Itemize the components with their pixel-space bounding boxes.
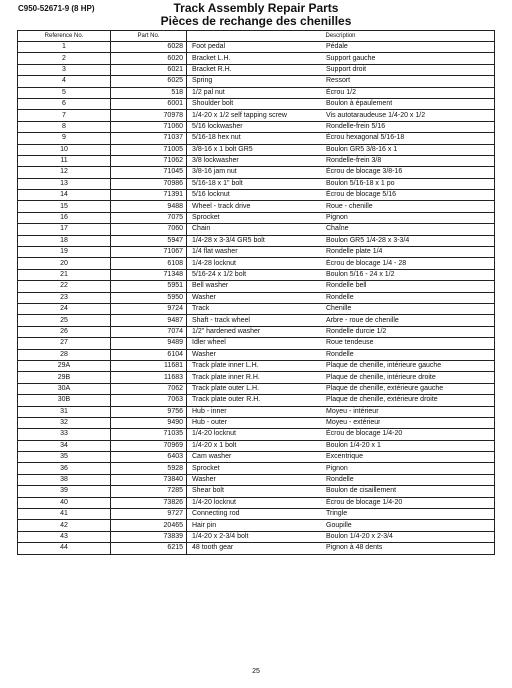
part-number-cell: 73826 xyxy=(111,497,187,508)
description-french: Support gauche xyxy=(326,54,376,62)
part-number-cell: 5951 xyxy=(111,281,187,292)
table-row xyxy=(18,520,495,531)
page-title-french: Pièces de rechange des chenilles xyxy=(160,14,352,28)
description-english: Bracket L.H. xyxy=(192,54,231,62)
table-row xyxy=(18,531,495,542)
part-number-cell: 11681 xyxy=(111,360,187,371)
description-english: 1/4 flat washer xyxy=(192,248,238,256)
description-cell xyxy=(187,452,495,463)
description-english: Hair pin xyxy=(192,521,217,529)
description-english: Foot pedal xyxy=(192,43,226,51)
reference-number-cell: 2 xyxy=(18,53,111,64)
reference-number-cell: 40 xyxy=(18,497,111,508)
description-cell xyxy=(187,258,495,269)
reference-number-cell: 8 xyxy=(18,121,111,132)
parts-table-body xyxy=(18,42,495,555)
description-french: Tringle xyxy=(326,510,348,518)
description-french: Boulon à épaulement xyxy=(326,100,393,108)
description-english: 1/4-28 locknut xyxy=(192,259,236,267)
part-number-cell: 7075 xyxy=(111,212,187,223)
reference-number-cell: 41 xyxy=(18,509,111,520)
model-number: C950-52671-9 (8 HP) xyxy=(18,4,95,13)
table-row xyxy=(18,349,495,360)
table-row xyxy=(18,190,495,201)
description-cell xyxy=(187,372,495,383)
part-number-cell: 9756 xyxy=(111,406,187,417)
part-number-cell: 9487 xyxy=(111,315,187,326)
reference-number-cell: 36 xyxy=(18,463,111,474)
description-cell xyxy=(187,440,495,451)
description-cell xyxy=(187,247,495,258)
description-french: Boulon GR5 3/8-16 x 1 xyxy=(326,145,398,153)
part-number-cell: 71062 xyxy=(111,155,187,166)
description-english: 1/4-20 locknut xyxy=(192,498,236,506)
description-english: 1/4-20 x 2-3/4 bolt xyxy=(192,532,249,540)
part-number-cell: 71035 xyxy=(111,429,187,440)
table-row xyxy=(18,338,495,349)
description-english: 5/16 lockwasher xyxy=(192,122,243,130)
reference-number-cell: 13 xyxy=(18,178,111,189)
table-row xyxy=(18,360,495,371)
description-cell xyxy=(187,543,495,554)
description-french: Chaîne xyxy=(326,225,349,233)
part-number-cell: 6215 xyxy=(111,543,187,554)
reference-number-cell: 30B xyxy=(18,395,111,406)
description-cell xyxy=(187,531,495,542)
reference-number-cell: 7 xyxy=(18,110,111,121)
description-english: Washer xyxy=(192,476,216,484)
reference-number-cell: 35 xyxy=(18,452,111,463)
description-english: Cam washer xyxy=(192,453,232,461)
reference-number-cell: 28 xyxy=(18,349,111,360)
description-french: Rondelle bell xyxy=(326,282,367,290)
description-cell xyxy=(187,429,495,440)
description-english: 5/16-18 x 1" bolt xyxy=(192,179,243,187)
description-french: Pignon à 48 dents xyxy=(326,544,383,552)
description-cell xyxy=(187,224,495,235)
description-english: 1/4-28 x 3-3/4 GR5 bolt xyxy=(192,236,265,244)
part-number-cell: 71037 xyxy=(111,133,187,144)
description-cell xyxy=(187,281,495,292)
part-number-cell: 9490 xyxy=(111,417,187,428)
description-french: Rondelle durcie 1/2 xyxy=(326,327,387,335)
part-number-cell: 7074 xyxy=(111,326,187,337)
table-row xyxy=(18,395,495,406)
reference-number-cell: 14 xyxy=(18,190,111,201)
description-english: 5/16-18 hex nut xyxy=(192,134,241,142)
reference-number-cell: 24 xyxy=(18,303,111,314)
description-english: Track plate outer L.H. xyxy=(192,384,260,392)
table-row xyxy=(18,110,495,121)
table-row xyxy=(18,258,495,269)
reference-number-cell: 18 xyxy=(18,235,111,246)
reference-number-cell: 30A xyxy=(18,383,111,394)
part-number-cell: 9724 xyxy=(111,303,187,314)
reference-number-cell: 10 xyxy=(18,144,111,155)
description-cell xyxy=(187,201,495,212)
part-number-cell: 6403 xyxy=(111,452,187,463)
table-row xyxy=(18,452,495,463)
description-cell xyxy=(187,155,495,166)
description-french: Goupille xyxy=(326,521,352,529)
description-english: Track plate outer R.H. xyxy=(192,396,261,404)
reference-number-cell: 27 xyxy=(18,338,111,349)
column-header-part-number: Part No. xyxy=(111,31,187,42)
description-english: Shear bolt xyxy=(192,487,224,495)
description-french: Roue - chenille xyxy=(326,202,373,210)
part-number-cell: 5928 xyxy=(111,463,187,474)
description-english: Connecting rod xyxy=(192,510,240,518)
description-english: 1/4-20 locknut xyxy=(192,430,236,438)
description-french: Ressort xyxy=(326,77,351,85)
description-english: 48 tooth gear xyxy=(192,544,234,552)
description-french: Support droit xyxy=(326,65,367,73)
part-number-cell: 6020 xyxy=(111,53,187,64)
description-cell xyxy=(187,121,495,132)
description-cell xyxy=(187,497,495,508)
description-english: Washer xyxy=(192,293,216,301)
table-row xyxy=(18,235,495,246)
table-row xyxy=(18,292,495,303)
description-cell xyxy=(187,53,495,64)
description-cell xyxy=(187,417,495,428)
reference-number-cell: 23 xyxy=(18,292,111,303)
description-cell xyxy=(187,509,495,520)
description-french: Rondelle-frein 5/16 xyxy=(326,122,386,130)
table-row xyxy=(18,486,495,497)
table-row xyxy=(18,497,495,508)
description-cell xyxy=(187,406,495,417)
table-row xyxy=(18,383,495,394)
part-number-cell: 70969 xyxy=(111,440,187,451)
reference-number-cell: 43 xyxy=(18,531,111,542)
description-french: Rondelle plate 1/4 xyxy=(326,248,383,256)
description-cell xyxy=(187,349,495,360)
description-english: 1/4-20 x 1 bolt xyxy=(192,441,237,449)
description-cell xyxy=(187,486,495,497)
table-row xyxy=(18,42,495,53)
table-row xyxy=(18,463,495,474)
description-english: Wheel - track drive xyxy=(192,202,251,210)
description-french: Pédale xyxy=(326,43,348,51)
table-row xyxy=(18,178,495,189)
table-row xyxy=(18,167,495,178)
reference-number-cell: 12 xyxy=(18,167,111,178)
description-french: Rondelle xyxy=(326,293,354,301)
description-french: Écrou de blocage 5/16 xyxy=(326,191,397,199)
reference-number-cell: 9 xyxy=(18,133,111,144)
description-cell xyxy=(187,292,495,303)
reference-number-cell: 11 xyxy=(18,155,111,166)
reference-number-cell: 38 xyxy=(18,474,111,485)
table-row xyxy=(18,212,495,223)
reference-number-cell: 25 xyxy=(18,315,111,326)
description-cell xyxy=(187,212,495,223)
description-cell xyxy=(187,133,495,144)
part-number-cell: 7062 xyxy=(111,383,187,394)
part-number-cell: 7063 xyxy=(111,395,187,406)
description-english: 3/8-16 x 1 bolt GR5 xyxy=(192,145,253,153)
description-english: 1/2 pal nut xyxy=(192,88,225,96)
description-french: Vis autotaraudeuse 1/4-20 x 1/2 xyxy=(326,111,426,119)
page-number: 25 xyxy=(252,668,260,675)
reference-number-cell: 33 xyxy=(18,429,111,440)
description-cell xyxy=(187,463,495,474)
table-row xyxy=(18,372,495,383)
reference-number-cell: 44 xyxy=(18,543,111,554)
description-cell xyxy=(187,474,495,485)
part-number-cell: 6108 xyxy=(111,258,187,269)
description-cell xyxy=(187,144,495,155)
description-cell xyxy=(187,76,495,87)
part-number-cell: 71005 xyxy=(111,144,187,155)
description-cell xyxy=(187,269,495,280)
reference-number-cell: 20 xyxy=(18,258,111,269)
part-number-cell: 71348 xyxy=(111,269,187,280)
table-row xyxy=(18,201,495,212)
description-english: Track plate inner R.H. xyxy=(192,373,260,381)
description-cell xyxy=(187,178,495,189)
description-cell xyxy=(187,98,495,109)
reference-number-cell: 16 xyxy=(18,212,111,223)
description-french: Écrou 1/2 xyxy=(326,88,356,96)
description-french: Boulon 5/16-18 x 1 po xyxy=(326,179,395,187)
table-row xyxy=(18,155,495,166)
reference-number-cell: 15 xyxy=(18,201,111,212)
part-number-cell: 6104 xyxy=(111,349,187,360)
part-number-cell: 5950 xyxy=(111,292,187,303)
description-english: Idler wheel xyxy=(192,339,226,347)
reference-number-cell: 1 xyxy=(18,42,111,53)
description-cell xyxy=(187,338,495,349)
part-number-cell: 73840 xyxy=(111,474,187,485)
description-cell xyxy=(187,303,495,314)
description-french: Boulon 1/4-20 x 2-3/4 xyxy=(326,532,393,540)
description-cell xyxy=(187,190,495,201)
description-french: Plaque de chenille, intérieure droite xyxy=(326,373,436,381)
part-number-cell: 6021 xyxy=(111,64,187,75)
description-french: Boulon 5/16 - 24 x 1/2 xyxy=(326,271,395,278)
part-number-cell: 73839 xyxy=(111,531,187,542)
description-french: Pignon xyxy=(326,214,348,222)
description-english: Sprocket xyxy=(192,464,220,472)
part-number-cell: 71391 xyxy=(111,190,187,201)
table-row xyxy=(18,303,495,314)
part-number-cell: 9727 xyxy=(111,509,187,520)
description-cell xyxy=(187,315,495,326)
description-french: Écrou de blocage 1/4-20 xyxy=(326,430,403,438)
description-english: 1/2" hardened washer xyxy=(192,327,261,335)
description-french: Boulon 1/4-20 x 1 xyxy=(326,441,381,449)
part-number-cell: 518 xyxy=(111,87,187,98)
description-english: 5/16-24 x 1/2 bolt xyxy=(192,271,247,278)
description-french: Rondelle-frein 3/8 xyxy=(326,157,382,165)
description-french: Écrou de blocage 1/4 - 28 xyxy=(326,259,407,267)
description-english: Bell washer xyxy=(192,282,229,290)
description-cell xyxy=(187,383,495,394)
reference-number-cell: 26 xyxy=(18,326,111,337)
description-french: Moyeu - extérieur xyxy=(326,419,381,427)
table-row xyxy=(18,144,495,155)
table-row xyxy=(18,87,495,98)
reference-number-cell: 29B xyxy=(18,372,111,383)
description-french: Moyeu - intérieur xyxy=(326,407,379,415)
table-row xyxy=(18,121,495,132)
description-cell xyxy=(187,395,495,406)
column-header-description: Description xyxy=(187,31,495,42)
description-english: 3/8 lockwasher xyxy=(192,157,239,165)
description-french: Roue tendeuse xyxy=(326,339,374,347)
description-french: Pignon xyxy=(326,464,348,472)
table-row xyxy=(18,247,495,258)
part-number-cell: 9488 xyxy=(111,201,187,212)
part-number-cell: 71045 xyxy=(111,167,187,178)
description-english: 1/4-20 x 1/2 self tapping screw xyxy=(192,111,287,119)
description-french: Écrou de blocage 1/4-20 xyxy=(326,498,403,506)
reference-number-cell: 22 xyxy=(18,281,111,292)
description-cell xyxy=(187,64,495,75)
description-french: Chenille xyxy=(326,305,352,313)
description-english: Sprocket xyxy=(192,214,220,222)
part-number-cell: 6001 xyxy=(111,98,187,109)
reference-number-cell: 42 xyxy=(18,520,111,531)
part-number-cell: 70978 xyxy=(111,110,187,121)
description-english: Bracket R.H. xyxy=(192,65,232,73)
reference-number-cell: 34 xyxy=(18,440,111,451)
description-french: Excentrique xyxy=(326,453,363,461)
description-cell xyxy=(187,520,495,531)
reference-number-cell: 29A xyxy=(18,360,111,371)
description-french: Écrou de blocage 3/8-16 xyxy=(326,168,403,176)
description-cell xyxy=(187,235,495,246)
description-french: Plaque de chenille, intérieure gauche xyxy=(326,362,442,370)
column-header-reference: Reference No. xyxy=(18,31,111,42)
description-english: Shoulder bolt xyxy=(192,100,234,108)
description-french: Plaque de chenille, extérieure droite xyxy=(326,396,438,404)
table-row xyxy=(18,326,495,337)
table-row xyxy=(18,429,495,440)
part-number-cell: 71067 xyxy=(111,247,187,258)
table-row xyxy=(18,543,495,554)
reference-number-cell: 17 xyxy=(18,224,111,235)
reference-number-cell: 21 xyxy=(18,269,111,280)
description-english: Chain xyxy=(192,225,211,233)
description-english: Hub - inner xyxy=(192,407,227,415)
table-row xyxy=(18,269,495,280)
description-english: Track plate inner L.H. xyxy=(192,362,259,370)
part-number-cell: 5947 xyxy=(111,235,187,246)
table-row xyxy=(18,64,495,75)
reference-number-cell: 32 xyxy=(18,417,111,428)
description-english: Spring xyxy=(192,77,213,85)
reference-number-cell: 19 xyxy=(18,247,111,258)
part-number-cell: 7060 xyxy=(111,224,187,235)
part-number-cell: 70986 xyxy=(111,178,187,189)
part-number-cell: 6025 xyxy=(111,76,187,87)
description-cell xyxy=(187,167,495,178)
part-number-cell: 20465 xyxy=(111,520,187,531)
table-row xyxy=(18,474,495,485)
reference-number-cell: 6 xyxy=(18,98,111,109)
description-cell xyxy=(187,42,495,53)
description-french: Rondelle xyxy=(326,476,354,484)
reference-number-cell: 3 xyxy=(18,64,111,75)
reference-number-cell: 4 xyxy=(18,76,111,87)
description-english: Hub - outer xyxy=(192,419,228,427)
reference-number-cell: 31 xyxy=(18,406,111,417)
table-row xyxy=(18,98,495,109)
description-english: 5/16 locknut xyxy=(192,191,230,199)
table-header-row xyxy=(18,31,495,42)
reference-number-cell: 5 xyxy=(18,87,111,98)
table-row xyxy=(18,76,495,87)
parts-table xyxy=(17,30,495,555)
description-cell xyxy=(187,360,495,371)
table-row xyxy=(18,509,495,520)
part-number-cell: 7285 xyxy=(111,486,187,497)
table-row xyxy=(18,315,495,326)
table-row xyxy=(18,440,495,451)
description-english: Shaft - track wheel xyxy=(192,316,250,324)
table-row xyxy=(18,133,495,144)
description-french: Rondelle xyxy=(326,350,354,358)
part-number-cell: 71060 xyxy=(111,121,187,132)
description-french: Arbre - roue de chenille xyxy=(326,316,399,324)
description-cell xyxy=(187,326,495,337)
description-english: 3/8-16 jam nut xyxy=(192,168,237,176)
description-cell xyxy=(187,87,495,98)
table-row xyxy=(18,281,495,292)
part-number-cell: 9489 xyxy=(111,338,187,349)
description-french: Boulon GR5 1/4-28 x 3-3/4 xyxy=(326,236,410,244)
description-english: Track xyxy=(192,305,210,313)
page-title-english: Track Assembly Repair Parts xyxy=(173,1,339,15)
table-row xyxy=(18,53,495,64)
part-number-cell: 6028 xyxy=(111,42,187,53)
reference-number-cell: 39 xyxy=(18,486,111,497)
table-row xyxy=(18,224,495,235)
description-english: Washer xyxy=(192,350,216,358)
table-row xyxy=(18,417,495,428)
description-cell xyxy=(187,110,495,121)
description-french: Écrou hexagonal 5/16-18 xyxy=(326,134,405,142)
part-number-cell: 11683 xyxy=(111,372,187,383)
description-french: Plaque de chenille, extérieure gauche xyxy=(326,384,444,392)
description-french: Boulon de cisaillement xyxy=(326,487,397,495)
table-row xyxy=(18,406,495,417)
